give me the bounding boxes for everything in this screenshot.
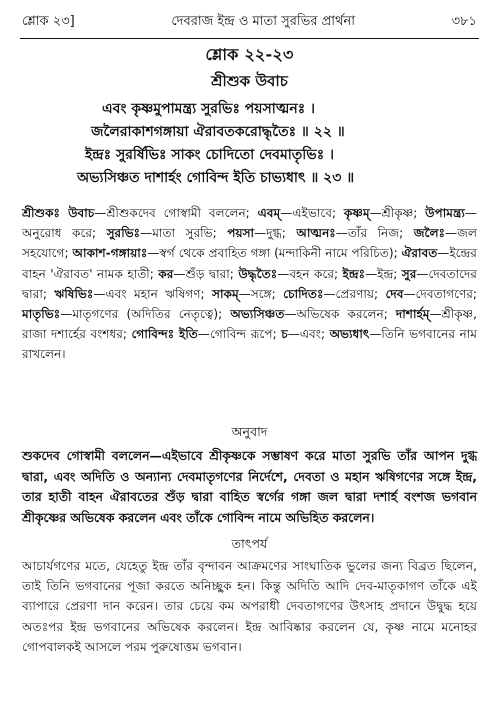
speaker-label: শ্রীশুক উবাচ — [211, 72, 288, 90]
verse-heading: শ্লোক ২২-২৩ — [205, 45, 294, 64]
verse-line: অভ্যসিঞ্চত দাশার্হং গোবিন্দ ইতি চাভ্যধাৎ ॥ ২৩ ॥ — [77, 170, 355, 186]
synonym-term: সাকম্ — [212, 286, 239, 301]
synonym-meaning: এবং; — [299, 327, 326, 342]
synonym-term: কর — [158, 266, 174, 281]
synonym-meaning: জল সহযোগে; — [22, 226, 477, 261]
synonym-term: সুরভিঃ — [106, 226, 141, 241]
synonym-meaning: তিনি ভগবানের নাম রাখলেন। — [22, 327, 477, 362]
word-meanings: শ্রীশুকঃ উবাচ—শ্রীশুকদেব গোস্বামী বললেন; এবম্—এইভাবে; কৃষ্ণম্—শ্রীকৃষ্ণ; উপামন্ত্র্য—অনুরোধ করে; সুরভিঃ—মাতা সুরভি; পয়সা—দুগ্ধ; আত্মনঃ—তাঁর নিজ; জলৈঃ—জল সহযোগে; আকাশ-গঙ্গায়াঃ—স্বর্গ থেকে প্রবাহিত গঙ্গা (মন্দাকিনী নামে পরিচিত); ঐরাবত—ইন্দ্রের বাহন 'ঐরাবত' নামক হাতী; কর—শুঁড় দ্বারা; উদ্ধৃতৈঃ—বহন করে; ইন্দ্রঃ—ইন্দ্র; সুর—দেবতাদের দ্বারা; ঋষিভিঃ—এবং মহান ঋষিগণ; সাকম্—সঙ্গে; চোদিতঃ—প্রেরণায়; দেব—দেবতাগণের; মাতৃভিঃ—মাতৃগণের (অদিতির নেতৃত্বে); অভ্যসিঞ্চত—অভিষেক করলেন; দাশার্হম্—শ্রীকৃষ্ণ, রাজা দশার্হের বংশধর; গোবিন্দঃ ইতি—গোবিন্দ রূপে; চ—এবং; অভ্যধাৎ—তিনি ভগবানের নাম রাখলেন। — [22, 206, 478, 362]
header-verse-label: শ্লোক ২৩] — [22, 13, 75, 29]
synonym-term: উদ্ধৃতৈঃ — [238, 266, 278, 281]
synonym-term: পয়সা — [227, 226, 255, 241]
synonym-term: দাশার্হম্ — [395, 307, 430, 322]
synonym-term: চ — [281, 327, 288, 342]
synonym-meaning: অনুরোধ করে; — [22, 226, 97, 241]
synonym-term: ঋষিভিঃ — [54, 286, 94, 301]
verse-line: জলৈরাকাশগঙ্গায়া ঐরাবতকরোদ্ধৃতৈঃ ॥ ২২ ॥ — [91, 124, 345, 140]
synonym-term: এবম্ — [257, 206, 281, 220]
synonym-meaning: গোবিন্দ রূপে; — [209, 327, 277, 342]
synonym-term: গোবিন্দঃ ইতি — [131, 327, 198, 342]
synonym-term: অভ্যসিঞ্চত — [230, 307, 285, 322]
header-chapter-title: দেবরাজ ইন্দ্র ও মাতা সুরভির প্রার্থনা — [171, 13, 356, 29]
translation-text: শুকদেব গোস্বামী বললেন—এইভাবে শ্রীকৃষ্ণকে সম্ভাষণ করে মাতা সুরভি তাঁর আপন দুগ্ধ দ্বারা, এবং অদিতি ও অন্যান্য দেবমাতৃগণের নির্দেশে, দেবতা ও মহান ঋষিগণের সঙ্গে ইন্দ্র, তার হাতী বাহন ঐরাবতের শুঁড় দ্বারা বাহিত স্বর্গের গঙ্গা জল দ্বারা দশার্হ বংশজ ভগবান শ্রীকৃষ্ণের অভিষেক করলেন এবং তাঁকে গোবিন্দ নামে অভিহিত করলেন। — [22, 448, 477, 525]
synonym-term: উপামন্ত্র্য — [425, 206, 465, 220]
synonym-term: অভ্যধাৎ — [329, 327, 370, 342]
synonym-meaning: মাতা সুরভি; — [152, 226, 217, 241]
header-page-number: ৩৮১ — [451, 13, 477, 29]
synonym-term: কৃষ্ণম্ — [343, 206, 370, 220]
verse-line: ইন্দ্রঃ সুরর্ষিভিঃ সাকং চোদিতো দেবমাতৃভিঃ । — [85, 147, 335, 163]
synonym-term: দেব — [385, 286, 404, 301]
synonym-term: ঐরাবত — [401, 246, 438, 261]
synonym-term: আত্মনঃ — [296, 226, 336, 241]
purport-text: আচার্যগণের মতে, যেহেতু ইন্দ্র তাঁর বৃন্দাবন আক্রমণের সাংঘাতিক ভুলের জন্য বিব্রত ছিলেন, তাই তিনি ভগবানের পূজা করতে অনিচ্ছুক হন। কিন্তু অদিতি আদি দেব-মাতৃকাগণ তাঁকে এই ব্যাপারে প্রেরণা দান করেন। তার চেয়ে কম অপরাধী দেবতাগণের উৎসাহ প্রদানে উদ্বুদ্ধ হয়ে অতঃপর ইন্দ্র ভগবানের অভিষেক করলেন। ইন্দ্র আবিষ্কার করলেন যে, কৃষ্ণ নামে মনোহর গোপবালকই আসলে পরম পুরুষোত্তম ভগবান। — [22, 559, 477, 654]
synonym-meaning: বহন করে; — [289, 266, 339, 281]
translation-heading: অনুবাদ — [231, 424, 268, 439]
synonym-meaning: ইন্দ্র; — [377, 266, 398, 281]
synonym-meaning: শ্রীকৃষ্ণ, রাজা দশার্হের বংশধর; — [22, 307, 478, 342]
synonym-meaning: প্রেরণায়; — [335, 286, 379, 301]
synonym-term: ইন্দ্রঃ — [342, 266, 366, 281]
purport-heading: তাৎপর্য — [231, 536, 268, 551]
synonym-meaning: শ্রীশুকদেব গোস্বামী বললেন; — [106, 206, 250, 220]
sanskrit-verse — [58, 98, 441, 190]
synonym-term: জলৈঃ — [413, 226, 446, 241]
synonym-term: মাতৃভিঃ — [22, 307, 61, 322]
synonym-term: সুর — [401, 266, 417, 281]
header-divider — [20, 38, 479, 39]
synonym-meaning: এইভাবে; — [292, 206, 337, 220]
synonym-meaning: দুগ্ধ; — [266, 226, 286, 241]
synonym-meaning: সঙ্গে; — [250, 286, 276, 301]
synonym-term: আকাশ-গঙ্গায়াঃ — [72, 246, 148, 261]
synonym-term: চোদিতঃ — [283, 286, 324, 301]
synonym-term: শ্রীশুকঃ উবাচ — [22, 206, 95, 220]
synonym-meaning: শ্রীকৃষ্ণ; — [381, 206, 418, 220]
synonym-meaning: অভিষেক করলেন; — [296, 307, 388, 322]
verse-line: এবং কৃষ্ণমুপামন্ত্র্য সুরভিঃ পয়সাত্মনঃ । — [102, 101, 316, 117]
synonym-meaning: দেবতাগণের; — [415, 286, 478, 301]
running-header — [22, 8, 477, 34]
synonym-meaning: দেবতাদের দ্বারা; — [22, 266, 477, 301]
synonym-meaning: স্বর্গ থেকে প্রবাহিত গঙ্গা (মন্দাকিনী নামে পরিচিত); — [159, 246, 398, 261]
synonym-meaning: তাঁর নিজ; — [347, 226, 404, 241]
synonym-meaning: শুঁড় দ্বারা; — [185, 266, 234, 281]
synonym-meaning: এবং মহান ঋষিগণ; — [105, 286, 205, 301]
synonym-meaning: মাতৃগণের (অদিতির নেতৃত্বে); — [72, 307, 223, 322]
synonym-meaning: ইন্দ্রের বাহন 'ঐরাবত' নামক হাতী; — [22, 246, 477, 281]
